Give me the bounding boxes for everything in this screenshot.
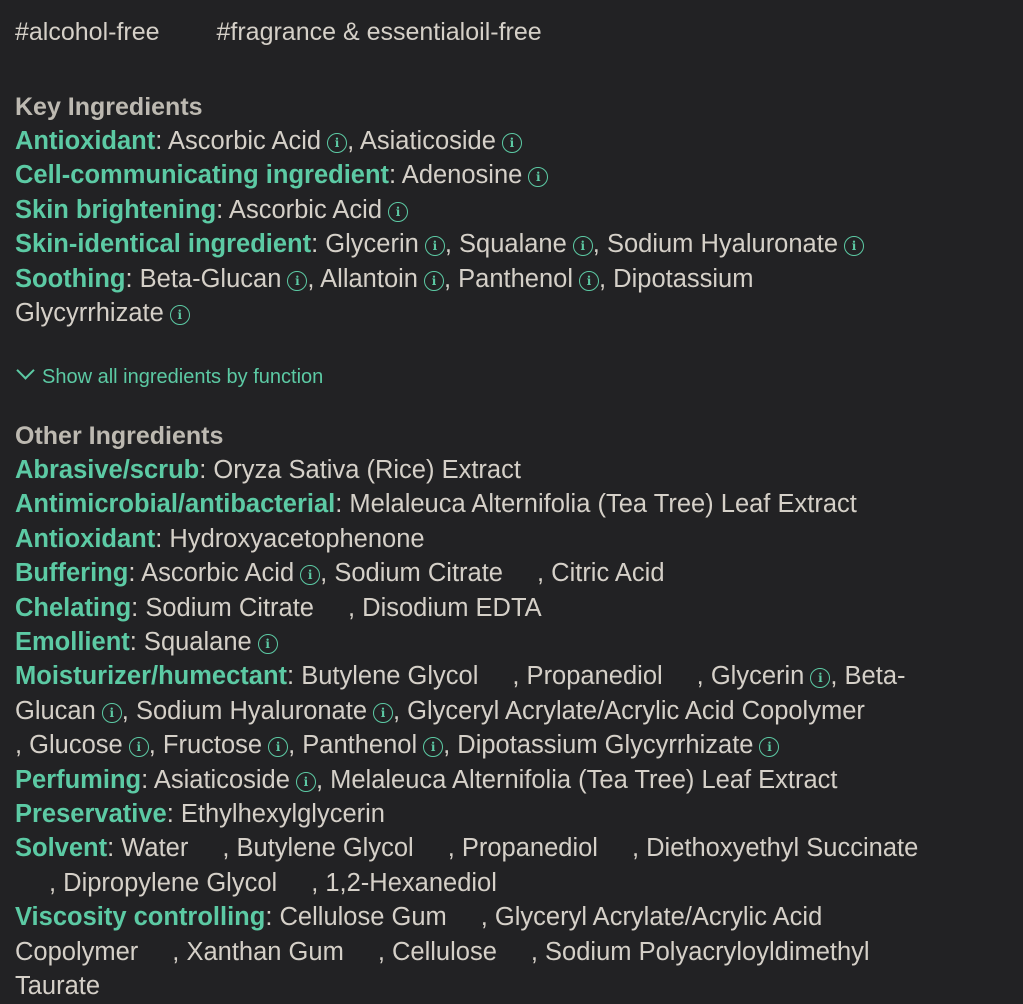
function-label[interactable]: Solvent [15,834,108,863]
ingredient-line [15,831,1013,865]
info-icon[interactable]: i [759,737,779,757]
key-ingredients-title: Key Ingredients [15,93,203,121]
function-label[interactable]: Skin brightening [15,195,217,224]
ingredient-text: , Propanediol [447,834,598,863]
ingredient-text: : Cellulose Gum [265,903,447,932]
other-ingredients-list [15,453,1013,1004]
ingredient-line [15,866,1013,900]
function-label[interactable]: Viscosity controlling [15,903,266,932]
ingredient-text: : Ethylhexylglycerin [166,800,385,829]
show-all-ingredients-toggle[interactable] [15,364,323,390]
info-icon[interactable]: i [268,737,288,757]
function-label[interactable]: Soothing [15,264,126,293]
ingredient-text: , Diethoxyethyl Succinate [631,834,919,863]
ingredient-text: , Panthenol [443,264,574,293]
info-icon[interactable]: i [373,703,393,723]
ingredient-line [15,193,1013,227]
ingredient-line [15,296,1013,330]
ingredient-text: Glucan [15,696,96,725]
key-ingredients-list [15,124,1013,330]
ingredient-text: , Glyceryl Acrylate/Acrylic Acid Copolymer [393,696,865,725]
info-icon[interactable]: i [425,236,445,256]
ingredient-text: : Melaleuca Alternifolia (Tea Tree) Leaf Extract [335,490,857,519]
function-label[interactable]: Antioxidant [15,524,156,553]
info-icon[interactable]: i [844,236,864,256]
function-label[interactable]: Skin-identical ingredient [15,230,312,259]
ingredient-line [15,659,1013,693]
ingredient-text: : Glycerin [311,230,419,259]
function-label[interactable]: Perfuming [15,765,142,794]
function-label[interactable]: Emollient [15,628,130,657]
ingredient-text: : Ascorbic Acid [128,559,295,588]
ingredient-text: Taurate [15,972,101,1001]
info-icon[interactable]: i [810,668,830,688]
toggle-label: Show all ingredients by function [42,366,324,388]
ingredient-text: : Adenosine [389,161,523,190]
ingredient-line [15,900,1013,934]
ingredient-text: , Dipotassium [599,264,754,293]
function-label[interactable]: Antioxidant [15,127,156,155]
ingredient-line [15,935,1013,969]
other-ingredients-title: Other Ingredients [15,422,224,450]
info-icon[interactable]: i [296,772,316,792]
info-icon[interactable]: i [102,703,122,723]
ingredient-text: , Dipropylene Glycol [49,868,278,897]
ingredient-text: , Asiaticoside [347,127,496,155]
ingredient-line [15,763,1013,797]
info-icon[interactable]: i [287,271,307,291]
ingredient-text: : Sodium Citrate [131,593,314,622]
ingredient-text: , Glycerin [696,662,805,691]
tag-row [15,16,542,48]
ingredient-line [15,591,1013,625]
ingredient-text: , Melaleuca Alternifolia (Tea Tree) Leaf Extract [315,765,838,794]
ingredient-text: : Ascorbic Acid [155,127,322,155]
ingredient-text: : Hydroxyacetophenone [155,524,425,553]
ingredient-text: , Squalane [444,230,567,259]
ingredient-text: , Dipotassium Glycyrrhizate [443,731,754,760]
info-icon[interactable]: i [502,133,522,153]
ingredient-text: , Citric Acid [536,559,665,588]
ingredient-text: Glycyrrhizate [15,299,164,328]
function-label[interactable]: Buffering [15,559,129,588]
ingredient-text: : Beta-Glucan [125,264,282,293]
ingredient-line [15,694,1013,728]
ingredient-text: , Sodium Hyaluronate [121,696,368,725]
ingredient-line [15,487,1013,521]
ingredient-text: , Propanediol [512,662,663,691]
ingredient-text: : Water [107,834,189,863]
ingredient-text: , Cellulose [377,937,497,966]
ingredient-text: Copolymer [15,937,139,966]
ingredient-text: : Ascorbic Acid [216,195,382,224]
info-icon[interactable]: i [573,236,593,256]
ingredient-text: , Sodium Citrate [320,559,503,588]
ingredient-text: : Oryza Sativa (Rice) Extract [199,456,521,484]
function-label[interactable]: Cell-communicating ingredient [15,161,390,190]
ingredient-text: , Allantoin [307,264,418,293]
info-icon[interactable]: i [170,305,190,325]
ingredient-line [15,124,1013,158]
tag-fragrance-free[interactable]: #fragrance & essentialoil-free [216,18,542,46]
function-label[interactable]: Antimicrobial/antibacterial [15,490,336,519]
function-label[interactable]: Abrasive/scrub [15,456,200,484]
chevron-down-icon [16,361,34,379]
ingredient-text: , Butylene Glycol [222,834,414,863]
function-label[interactable]: Moisturizer/humectant [15,662,288,691]
function-label[interactable]: Preservative [15,800,167,829]
ingredient-line [15,969,1013,1003]
info-icon[interactable]: i [579,271,599,291]
ingredient-line [15,797,1013,831]
info-icon[interactable]: i [327,133,347,153]
tag-alcohol-free[interactable]: #alcohol-free [15,18,160,46]
ingredient-line [15,453,1013,487]
ingredient-line [15,262,1013,296]
ingredient-text: , Disodium EDTA [348,593,542,622]
ingredient-text: , Beta- [830,662,906,691]
function-label[interactable]: Chelating [15,593,132,622]
info-icon[interactable]: i [388,202,408,222]
ingredient-text: , Xanthan Gum [172,937,344,966]
ingredient-text: , Glyceryl Acrylate/Acrylic Acid [480,903,823,932]
ingredient-line [15,158,1013,192]
info-icon[interactable]: i [528,167,548,187]
ingredient-line [15,625,1013,659]
ingredient-text: , Glucose [15,731,123,760]
info-icon[interactable]: i [300,565,320,585]
ingredient-line [15,227,1013,261]
info-icon[interactable]: i [423,737,443,757]
info-icon[interactable]: i [424,271,444,291]
info-icon[interactable]: i [129,737,149,757]
ingredient-text: , Fructose [148,731,263,760]
ingredient-text: , Sodium Hyaluronate [592,230,838,259]
ingredient-line [15,522,1013,556]
ingredient-text: , Panthenol [288,731,418,760]
ingredient-text: , 1,2-Hexanediol [311,868,497,897]
ingredient-text: : Asiaticoside [141,765,290,794]
ingredient-line [15,728,1013,762]
ingredient-line [15,556,1013,590]
ingredient-text: : Squalane [129,628,252,657]
ingredient-text: : Butylene Glycol [287,662,479,691]
ingredient-text: , Sodium Polyacryloyldimethyl [530,937,870,966]
info-icon[interactable]: i [258,634,278,654]
